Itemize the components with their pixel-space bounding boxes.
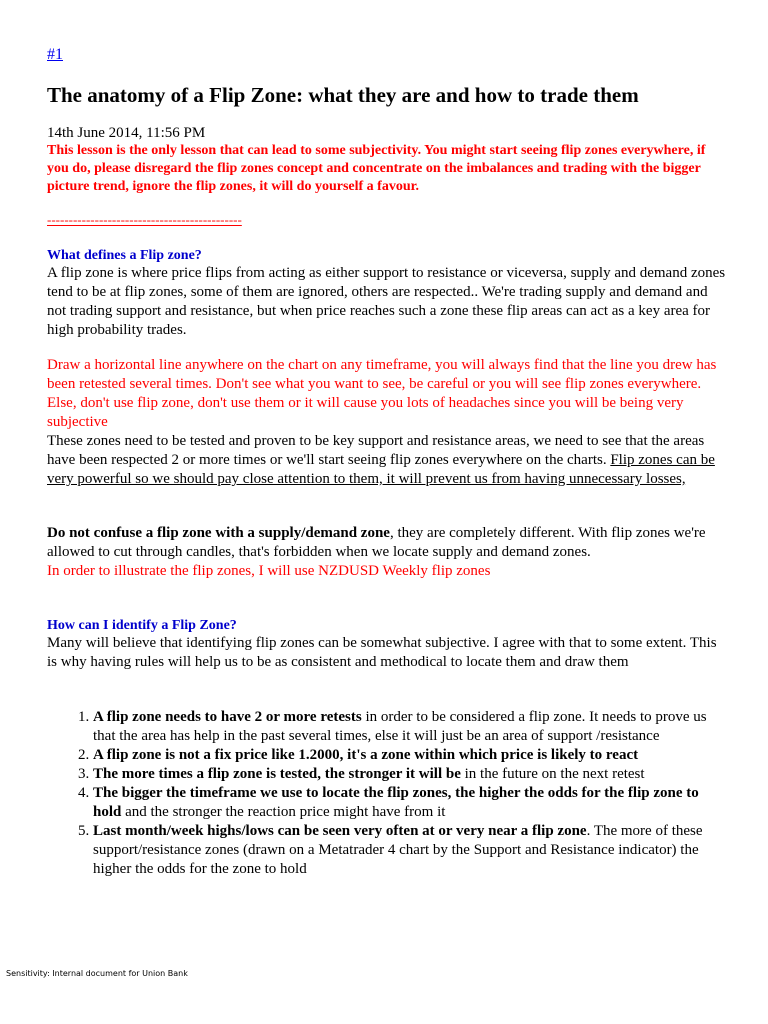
- rule-bold: A flip zone is not a fix price like 1.2000, it's a zone within which price is likely to react: [93, 747, 639, 763]
- list-item: [93, 822, 728, 879]
- rule-text: in the future on the next retest: [460, 766, 645, 782]
- paragraph-zones-tested: [47, 432, 728, 489]
- rule-bold: The more times a flip zone is tested, the stronger it will be: [93, 766, 461, 782]
- list-item: [93, 708, 728, 746]
- rule-bold: A flip zone needs to have 2 or more retests: [93, 709, 362, 725]
- page-title: The anatomy of a Flip Zone: what they are and how to trade them: [47, 83, 639, 107]
- do-not-confuse-text: , they are completely different. With flip zones we're allowed to cut through candles, that's forbidden when we locate supply and demand zones.: [47, 525, 706, 560]
- do-not-confuse-bold: Do not confuse a flip zone with a supply/demand zone: [47, 525, 390, 541]
- section-heading-what-defines: What defines a Flip zone?: [47, 248, 202, 263]
- paragraph-identify-intro: Many will believe that identifying flip zones can be somewhat subjective. I agree with that to some extent. This is why having rules will help us to be as consistent and methodical to locate them and draw them: [47, 635, 717, 670]
- rule-text: in order to be considered a flip zone. It needs to prove us that the area has help in the past several times, else it will just be an area of support /resistance: [93, 709, 707, 744]
- list-item: [93, 765, 728, 784]
- paragraph-warning-red: Draw a horizontal line anywhere on the chart on any timeframe, you will always find that the line you drew has been retested several times. Don't see what you want to see, be careful or you will see flip zones everywhere. Else, don't use flip zone, don't use them or it will cause you lots of headaches since you will be being very subjective: [47, 357, 717, 430]
- zones-tested-underlined: Flip zones can be very powerful so we should pay close attention to them, it will prevent us from having unnecessary losses,: [47, 452, 715, 487]
- paragraph-do-not-confuse: [47, 524, 728, 581]
- rule-bold: Last month/week highs/lows can be seen very often at or very near a flip zone: [93, 823, 587, 839]
- list-item: [93, 784, 728, 822]
- paragraph-definition: A flip zone is where price flips from acting as either support to resistance or viceversa, supply and demand zones tend to be at flip zones, some of them are ignored, others are respected.. We're trading supply and demand and not trading support and resistance, but when price reaches such a zone these flip areas can act as a key area for high probability trades.: [47, 265, 726, 338]
- list-item: [93, 746, 728, 765]
- sensitivity-footer: Sensitivity: Internal document for Union Bank: [6, 969, 188, 978]
- warning-notice: This lesson is the only lesson that can lead to some subjectivity. You might start seeing flip zones everywhere, if you do, please disregard the flip zones concept and concentrate on the imbalances and trading with the bigger picture trend, ignore the flip zones, it will do yourself a favour.: [47, 143, 706, 194]
- separator-line: ---------------------------------------------: [47, 212, 242, 227]
- zones-tested-text: These zones need to be tested and proven to be key support and resistance areas, we need to see that the areas have been respected 2 or more times or we'll start seeing flip zones everywhere on the charts.: [47, 433, 705, 468]
- rule-text: and the stronger the reaction price might have from it: [121, 804, 446, 820]
- anchor-link[interactable]: #1: [47, 46, 63, 63]
- rule-bold: The bigger the timeframe we use to locate the flip zones, the higher the odds for the flip zone to hold: [93, 785, 699, 820]
- section-heading-how-identify: How can I identify a Flip Zone?: [47, 618, 237, 633]
- rule-text: . The more of these support/resistance zones (drawn on a Metatrader 4 chart by the Support and Resistance indicator) the higher the odds for the zone to hold: [93, 823, 703, 877]
- illustration-note: In order to illustrate the flip zones, I will use NZDUSD Weekly flip zones: [47, 563, 491, 579]
- rules-list: [47, 708, 728, 879]
- post-date: 14th June 2014, 11:56 PM: [47, 125, 206, 141]
